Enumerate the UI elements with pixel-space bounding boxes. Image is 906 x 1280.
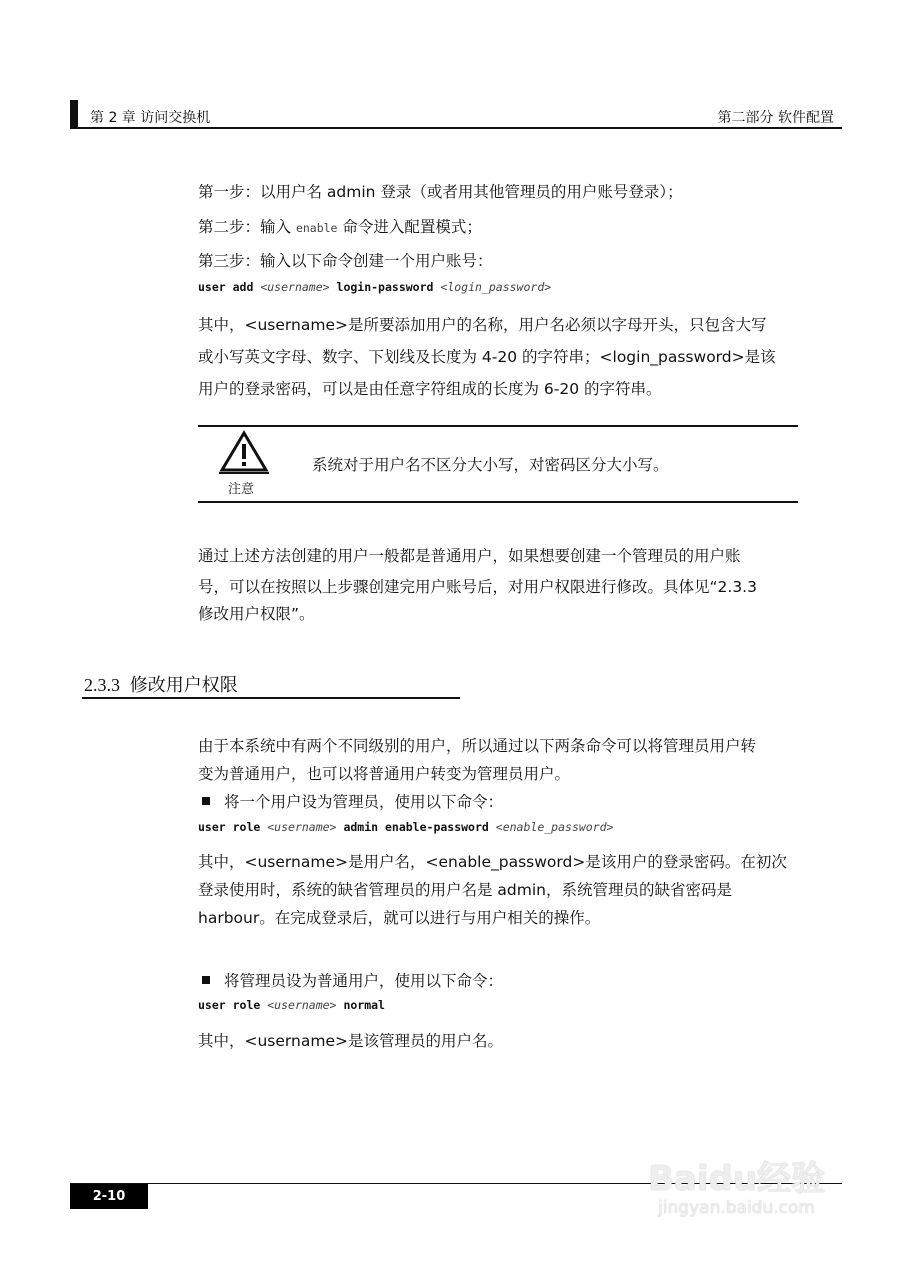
step-3: 第三步：输入以下命令创建一个用户账号： [198,252,493,270]
bullet-item [202,971,503,991]
section-title: 修改用户权限 [129,675,238,696]
cmd-arg: <username> [267,820,337,834]
para5: 其中，<username>是该管理员的用户名。 [198,1032,503,1050]
para4-line: harbour。在完成登录后，就可以进行与用户相关的操作。 [198,909,601,927]
warning-icon [219,430,269,474]
cmd-keyword: user role [198,998,261,1012]
cmd-arg: <login_password> [440,280,552,294]
step-1: 第一步：以用户名 admin 登录（或者用其他管理员的用户账号登录）； [198,183,683,201]
step-2-post: 命令进入配置模式； [337,218,482,236]
section-heading [84,671,238,697]
para1-line: 用户的登录密码，可以是由任意字符组成的长度为 6-20 的字符串。 [198,380,662,398]
cmd-keyword: admin enable-password [343,820,489,834]
para2-line: 通过上述方法创建的用户一般都是普通用户，如果想要创建一个管理员的用户账 [198,547,741,565]
cmd-keyword: user role [198,820,261,834]
step-2-pre: 第二步：输入 [198,218,296,236]
watermark-brand: Baidu经验 [648,1159,826,1199]
para4-line: 其中，<username>是用户名，<enable_password>是该用户的登录密码。在初次 [198,853,787,871]
bullet-square-icon [202,976,210,984]
section-underline [82,697,460,699]
bullet-square-icon [202,797,210,805]
para1-line: 其中，<username>是所要添加用户的名称，用户名必须以字母开头，只包含大写 [198,316,767,334]
cmd-keyword: login-password [336,280,434,294]
command-user-add [198,280,551,294]
page-number: 2-10 [70,1184,148,1209]
cmd-arg: <enable_password> [495,820,614,834]
cmd-arg: <username> [267,998,337,1012]
header-rule [70,127,842,129]
command-user-role-admin [198,820,613,834]
header-chapter: 第 2 章 访问交换机 [90,110,211,126]
watermark-url: jingyan.baidu.com [658,1198,815,1218]
bullet-item [202,792,503,812]
step-2-code: enable [295,221,338,235]
command-user-role-normal [198,998,385,1012]
watermark-logo [648,1160,825,1218]
bullet-text: 将一个用户设为管理员，使用以下命令： [224,793,504,811]
note-top-rule [198,425,798,427]
note-bottom-rule [198,501,798,503]
cmd-keyword: normal [343,998,385,1012]
section-number: 2.3.3 [84,675,120,695]
para3-line: 变为普通用户，也可以将普通用户转变为管理员用户。 [198,765,571,783]
para2-line: 号，可以在按照以上步骤创建完用户账号后，对用户权限进行修改。具体见“2.3.3 [198,578,757,596]
cmd-keyword: user add [198,280,254,294]
header-part: 第二部分 软件配置 [717,110,834,126]
cmd-arg: <username> [260,280,330,294]
para1-line: 或小写英文字母、数字、下划线及长度为 4-20 的字符串；<login_password>是该 [198,348,776,366]
note-text: 系统对于用户名不区分大小写，对密码区分大小写。 [312,456,669,474]
para2-line: 修改用户权限”。 [198,605,315,623]
para3-line: 由于本系统中有两个不同级别的用户，所以通过以下两条命令可以将管理员用户转 [198,737,757,755]
step-2 [198,217,482,238]
header-marker [70,100,78,128]
bullet-text: 将管理员设为普通用户，使用以下命令： [224,972,504,990]
note-label: 注意 [228,482,255,497]
para4-line: 登录使用时，系统的缺省管理员的用户名是 admin，系统管理员的缺省密码是 [198,881,732,899]
